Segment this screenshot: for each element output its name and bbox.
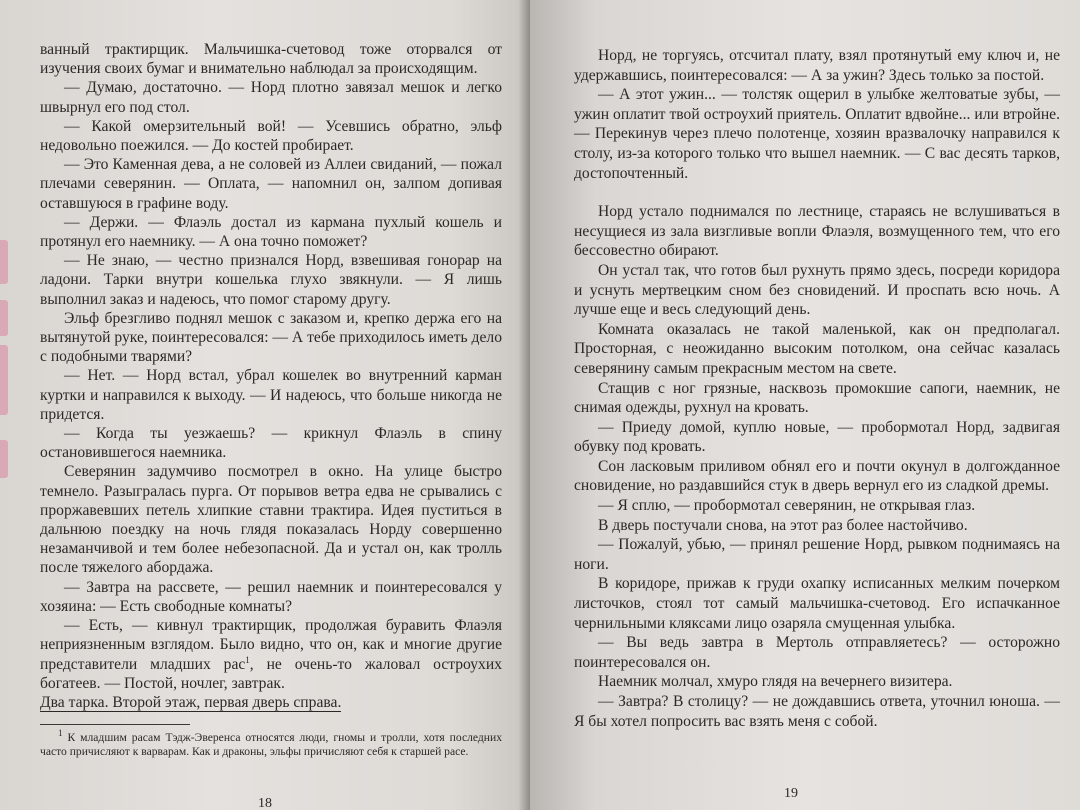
paragraph: — Когда ты уезжаешь? — крикнул Флаэль в спину остановившегося наемника. <box>40 425 502 462</box>
paragraph <box>40 616 502 712</box>
paragraph: Он устал так, что готов был рухнуть прямо здесь, посреди коридора и уснуть мертвецким сном без сновидений. И проспать всю ночь. А лучше еще и весь следующий день. <box>574 261 1060 319</box>
paragraph: — Я сплю, — пробормотал северянин, не открывая глаз. <box>598 497 976 515</box>
bookmark-tab <box>0 440 8 478</box>
paragraph: — Завтра? В столицу? — не дождавшись ответа, уточнил юноша. — Я бы хотел попросить вас взять меня с собой. <box>574 693 1060 730</box>
bookmark-tab <box>0 300 8 336</box>
page-number: 19 <box>784 786 798 801</box>
paragraph-text: , не очень-то жаловал остроухих богатеев. — Постой, ночлег, завтрак. <box>40 655 502 692</box>
paragraph: — Пожалуй, убью, — принял решение Норд, рывком поднимаясь на ноги. <box>574 536 1060 573</box>
bookmark-tab <box>0 240 8 284</box>
paragraph: В дверь постучали снова, на этот раз более настойчиво. <box>598 516 968 534</box>
paragraph: — Приеду домой, куплю новые, — пробормотал Норд, задвигая обувку под кровать. <box>574 418 1060 456</box>
paragraph: Норд, не торгуясь, отсчитал плату, взял протянутый ему ключ и, не удержавшись, поинтересовался: — А за ужин? Здесь только за постой. <box>574 47 1060 84</box>
paragraph: ванный трактирщик. Мальчишка-счетовод тоже оторвался от изучения своих бумаг и внимательно наблюдал за происходящим. <box>40 41 502 78</box>
paragraph: Эльф брезгливо поднял мешок с заказом и, крепко держа его на вытянутой руке, поинтересовался: — А тебе приходилось иметь дело с подобными тварями? <box>40 309 502 366</box>
paragraph: — Думаю, достаточно. — Норд плотно завязал мешок и легко швырнул его под стол. <box>40 79 502 116</box>
paragraph: — Держи. — Флаэль достал из кармана пухлый кошель и протянул его наемнику. — А она точно поможет? <box>40 213 502 251</box>
underlined-line: Два тарка. Второй этаж, первая дверь справа. <box>40 693 342 711</box>
bookmark-tab <box>0 345 8 415</box>
paragraph: Северянин задумчиво посмотрел в окно. На улице быстро темнело. Разыгралась пурга. От порывов ветра едва не срывались с проржавевших петель хлипкие ставни трактира. Идея пуститься в дальнюю поездку на ночь глядя показалась Норду совершенно незаманчивой и тем более небезопасной. Да и устал он, как тролль после тяжелого абордажа. <box>40 463 502 577</box>
paragraph: — Нет. — Норд встал, убрал кошелек во внутренний карман куртки и направился к выходу. — И надеюсь, что больше никогда не придется. <box>40 367 502 423</box>
footnote-divider <box>40 724 190 725</box>
footnote-marker: 1 <box>58 728 63 739</box>
paragraph: — Какой омерзительный вой! — Усевшись обратно, эльф недовольно поежился. — До костей пробирает. <box>40 117 502 155</box>
paragraph: Наемник молчал, хмуро глядя на вечернего визитера. <box>598 673 953 691</box>
footnote-text: К младшим расам Тэдж-Эверенса относятся люди, гномы и тролли, хотя последних часто причисляют к варварам. Как и драконы, эльфы причисляют себя к старшей расе. <box>40 731 502 759</box>
paragraph: Комната оказалась не такой маленькой, как он предполагал. Просторная, с неожиданно высоким потолком, она сейчас казалась северянину самым прекрасным местом на свете. <box>574 320 1060 377</box>
paragraph: — Завтра на рассвете, — решил наемник и поинтересовался у хозяина: — Есть свободные комнаты? <box>40 578 502 615</box>
paragraph: — Не знаю, — честно признался Норд, взвешивая гонорар на ладони. Тарки внутри кошелька глухо звякнули. — Я лишь выполнил заказ и надеюсь, что помог старому другу. <box>40 252 502 308</box>
right-page <box>530 0 1080 810</box>
paragraph-text: — Есть, — кивнул трактирщик, продолжая буравить Флаэля неприязненным взглядом. Было видно, что он, как и многие другие представители младших рас <box>40 617 502 673</box>
left-page-text <box>40 40 502 712</box>
paragraph: — Это Каменная дева, а не соловей из Аллеи свиданий, — пожал плечами северянин. — Оплата, — напомнил он, залпом допивая оставшуюся в графине воду. <box>40 156 502 212</box>
right-page-text <box>574 46 1060 731</box>
page-number: 18 <box>258 796 272 810</box>
paragraph: — Вы ведь завтра в Мертоль отправляетесь? — осторожно поинтересовался он. <box>574 634 1060 671</box>
footnote-marker: 1 <box>245 654 250 665</box>
paragraph: Сон ласковым приливом обнял его и почти окунул в долгожданное сновидение, но раздавшийся стук в дверь вернул его из сладкой дремы. <box>574 457 1060 495</box>
footnote <box>40 728 502 759</box>
paragraph: Норд устало поднимался по лестнице, стараясь не вслушиваться в несущиеся из зала визгливые вопли Флаэля, возмущенного тем, что его бессовестно обирают. <box>574 203 1060 260</box>
paragraph: Стащив с ног грязные, насквозь промокшие сапоги, наемник, не снимая одежды, рухнул на кровать. <box>574 379 1060 417</box>
left-page <box>0 0 530 810</box>
paragraph: — А этот ужин... — толстяк ощерил в улыбке желтоватые зубы, — ужин оплатит твой остроухий приятель. Оплатит вдвойне... или втройне. — Перекинув через плечо полотенце, хозяин вразвалочку направился к столу, из-за которого только что вышел наемник. — С вас десять тарков, достопочтенный. <box>574 86 1060 182</box>
paragraph: В коридоре, прижав к груди охапку исписанных мелким почерком листочков, стоял тот самый мальчишка-счетовод. Его испачканное чернильными кляксами лицо озаряла смущенная улыбка. <box>574 575 1060 632</box>
